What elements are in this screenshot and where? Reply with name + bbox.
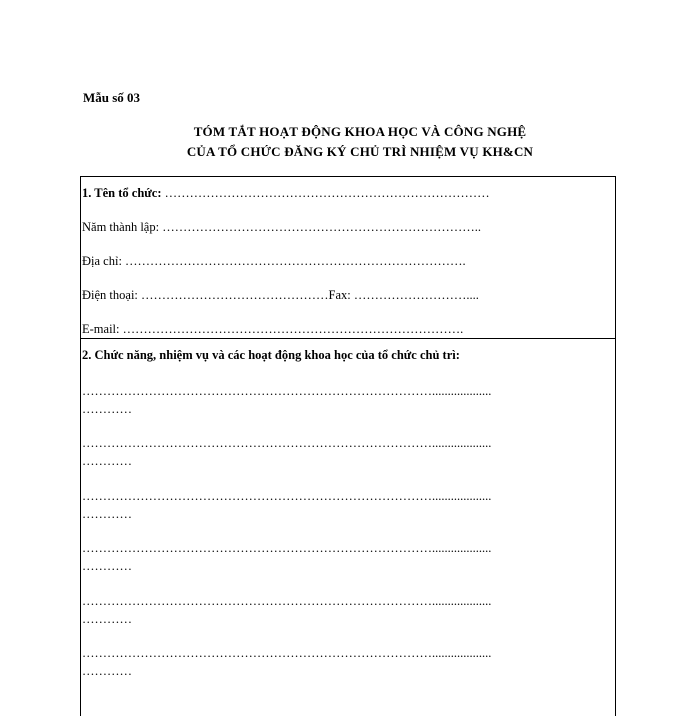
form-number: Mẫu số 03 [83,90,141,105]
writing-line-continuation: ………… [82,664,132,678]
founding-year-dots: ………………………………………………………………….. [159,220,481,234]
org-name-label: 1. Tên tổ chức: [82,186,162,200]
email-field[interactable] [82,321,463,337]
section-2-heading: 2. Chức năng, nhiệm vụ và các hoạt động khoa học của tổ chức chủ trì: [82,348,460,362]
phone-fax-field[interactable] [82,287,479,303]
email-dots: ………………………………………………………………………. [119,322,464,336]
address-label: Địa chỉ: [82,254,122,268]
phone-label: Điện thoại: [82,288,138,302]
writing-line-continuation: ………… [82,454,132,468]
document-title-line-1: TÓM TẮT HOẠT ĐỘNG KHOA HỌC VÀ CÔNG NGHỆ [193,124,527,139]
fax-label: Fax: [328,288,351,302]
writing-line: …………………………………………………………………………................... [82,489,492,503]
writing-line: …………………………………………………………………………................... [82,436,492,450]
writing-line: …………………………………………………………………………................... [82,384,492,398]
writing-line-continuation: ………… [82,402,132,416]
founding-year-label: Năm thành lập: [82,220,160,234]
address-dots: ………………………………………………………………………. [121,254,466,268]
email-label: E-mail: [82,322,120,336]
phone-dots: ……………………………………… [137,288,329,302]
org-name-field[interactable] [82,185,490,201]
document-title-line-2: CỦA TỔ CHỨC ĐĂNG KÝ CHỦ TRÌ NHIỆM VỤ KH&CN [186,144,534,159]
org-name-dots: …………………………………………………………………… [161,186,490,200]
writing-line: …………………………………………………………………………................... [82,541,492,555]
fax-dots: ……………………….... [350,288,479,302]
founding-year-field[interactable] [82,219,481,235]
writing-line-continuation: ………… [82,559,132,573]
address-field[interactable] [82,253,466,269]
section-divider [80,338,616,339]
writing-line: …………………………………………………………………………................... [82,646,492,660]
writing-line: …………………………………………………………………………................... [82,594,492,608]
writing-line-continuation: ………… [82,507,132,521]
writing-line-continuation: ………… [82,612,132,626]
